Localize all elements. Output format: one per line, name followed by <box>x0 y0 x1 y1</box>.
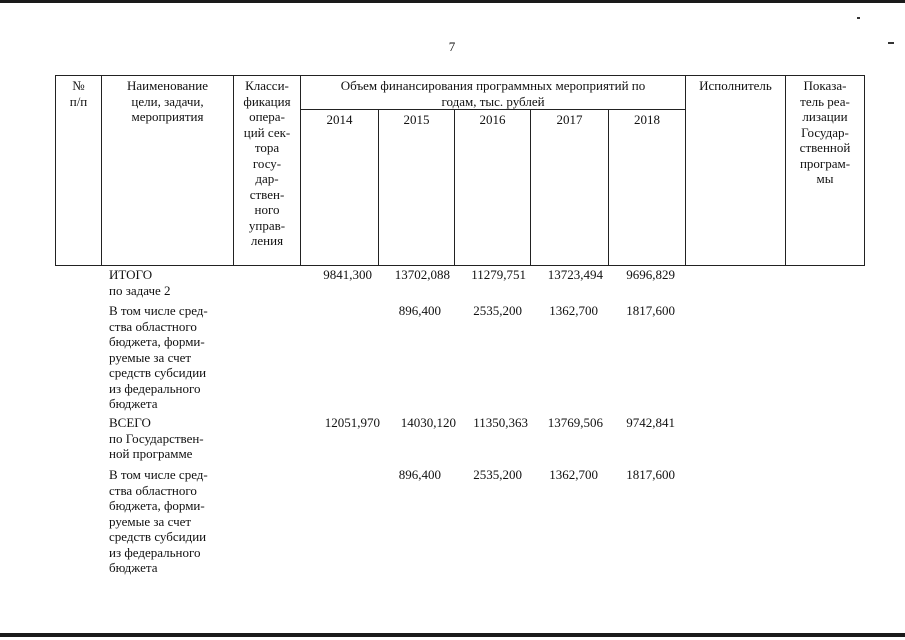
scan-speck <box>857 17 860 19</box>
value-cell: 13723,494 <box>547 267 603 282</box>
header-executor: Исполнитель <box>699 78 772 93</box>
header-year-2014: 2014 <box>326 112 353 127</box>
header-year-2018: 2018 <box>634 112 660 127</box>
top-border <box>0 0 905 3</box>
value-cell: 13769,506 <box>547 415 603 430</box>
value-cell: 2535,200 <box>473 303 522 318</box>
header-indicator: Показа- тель реа- лизации Государ- ственной програм- мы <box>799 78 851 186</box>
value-cell: 14030,120 <box>400 415 456 430</box>
row-label-itogo: ИТОГО по задаче 2 <box>109 267 171 298</box>
value-cell: 2535,200 <box>473 467 522 482</box>
value-cell: 12051,970 <box>324 415 380 430</box>
header-funding: Объем финансирования программных мероприятий по годам, тыс. рублей <box>340 78 646 109</box>
value-cell: 9841,300 <box>323 267 372 282</box>
value-cell: 9696,829 <box>626 267 675 282</box>
value-cell: 11350,363 <box>473 415 528 430</box>
header-name: Наименование цели, задачи, мероприятия <box>127 78 208 124</box>
value-cell: 11279,751 <box>471 267 526 282</box>
value-cell: 1362,700 <box>549 303 598 318</box>
header-year-2017: 2017 <box>556 112 583 127</box>
value-cell: 9742,841 <box>626 415 675 430</box>
header-classification: Класси- фикация опера- ций сек- тора госу- дар- ствен- ного управ- ления <box>243 78 291 248</box>
value-cell: 896,400 <box>398 303 441 318</box>
header-year-2015: 2015 <box>403 112 430 127</box>
header-year-2016: 2016 <box>479 112 506 127</box>
value-cell: 13702,088 <box>394 267 450 282</box>
bottom-border <box>0 633 905 637</box>
row-label-vsego: ВСЕГО по Государствен- ной программе <box>109 415 204 461</box>
header-num: № п/п <box>69 78 88 109</box>
value-cell: 896,400 <box>398 467 441 482</box>
value-cell: 1817,600 <box>626 303 675 318</box>
row-label-subsidy-total: В том числе сред- ства областного бюджета, форми- руемые за счет средств субсидии из федерального бюджета <box>109 467 208 575</box>
row-label-subsidy: В том числе сред- ства областного бюджета, форми- руемые за счет средств субсидии из федерального бюджета <box>109 303 208 411</box>
page-number: 7 <box>448 39 456 54</box>
value-cell: 1817,600 <box>626 467 675 482</box>
value-cell: 1362,700 <box>549 467 598 482</box>
scan-speck <box>888 42 894 44</box>
